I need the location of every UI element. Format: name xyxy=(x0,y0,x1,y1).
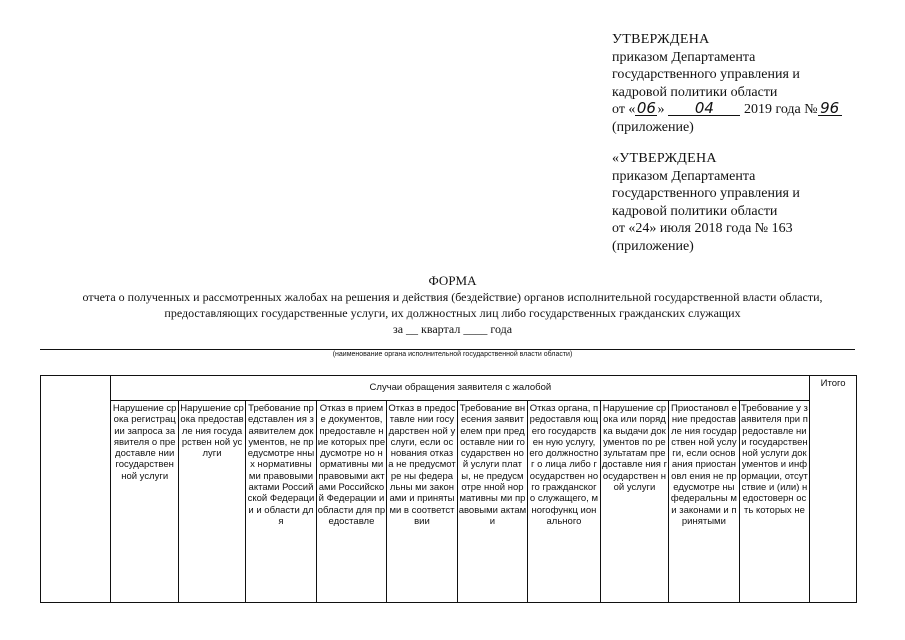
approval-line: государственного управления и xyxy=(612,186,800,201)
approval-appendix: (приложение) xyxy=(612,119,694,135)
approval-block xyxy=(612,31,842,136)
column-header: Нарушение срока предоставле ния государствен ной услуги xyxy=(178,401,245,603)
empty-corner-cell xyxy=(41,376,111,603)
approval-appendix: (приложение) xyxy=(612,238,694,254)
column-header: Отказ органа, предоставля ющего государствен ную услугу, его должностног о лица либо государствен ного гражданског о служащего, многофункц ионального xyxy=(528,401,601,603)
form-subtitle: отчета о полученных и рассмотренных жалобах на решения и действия (бездействие) органов исполнительной государственной власти области, xyxy=(82,290,823,304)
table-header-row xyxy=(41,376,857,401)
approval-line: приказом Департамента xyxy=(612,49,756,65)
total-header: Итого xyxy=(810,376,857,603)
cases-header: Случаи обращения заявителя с жалобой xyxy=(111,376,810,401)
handwritten-number: 96 xyxy=(818,101,842,116)
table-columns-row xyxy=(41,401,857,603)
form-subtitle: предоставляющих государственные услуги, их должностных лиц либо государственных гражданских служащих xyxy=(164,306,741,320)
approval-line: от «24» июля 2018 года № 163 xyxy=(612,221,793,236)
column-header: Требование внесения заявителем при предоставле нии государствен ной услуги платы, не предусмотре нной нормативны ми правовыми актами xyxy=(457,401,527,603)
approval-line: кадровой политики области xyxy=(612,84,778,100)
approval-line: государственного управления и xyxy=(612,67,800,82)
date-prefix: от « xyxy=(612,102,636,117)
column-header: Нарушение срока или порядка выдачи документов по результатам предоставле ния государствен ной услуги xyxy=(600,401,668,603)
approval-date-line xyxy=(612,101,842,119)
approval-line: приказом Департамента xyxy=(612,168,756,184)
approval-heading: «УТВЕРЖДЕНА xyxy=(612,151,717,166)
form-title: ФОРМА xyxy=(428,273,477,288)
approval-heading: УТВЕРЖДЕНА xyxy=(612,32,710,47)
previous-approval-block xyxy=(612,150,800,255)
approval-line: кадровой политики области xyxy=(612,203,778,219)
year-text: 2019 года № xyxy=(743,102,818,117)
column-header: Отказ в предоставле нии государствен ной услуги, если основания отказа не предусмотре ны федеральны ми законами и принятыми в соответствии xyxy=(387,401,457,603)
handwritten-day: 06 xyxy=(636,99,656,117)
report-table xyxy=(40,375,857,603)
handwritten-month: 04 xyxy=(668,101,740,116)
column-header: Отказ в приеме документов, предоставле ние которых предусмотре но нормативны ми правовыми актами Российской Федерации и области для предоставле xyxy=(316,401,386,603)
column-header: Требование представлен ия заявителем документов, не предусмотре нных нормативны ми правовыми актами Российской Федерации и области для xyxy=(246,401,316,603)
column-header: Приостановл ение предоставле ния государствен ной услуги, если основания приостановл ения не предусмотре ны федеральны ми законами и принятыми xyxy=(669,401,739,603)
quote-close: » xyxy=(657,102,665,117)
column-header: Требование у заявителя при предоставле нии государствен ной услуги документов и информации, отсутствие и (или) недостоверн ость которых не xyxy=(739,401,810,603)
organization-caption: (наименование органа исполнительной государственной власти области) xyxy=(332,351,573,358)
column-header: Нарушение срока регистрации запроса заявителя о предоставле нии государствен ной услуги xyxy=(111,401,178,603)
organization-name-line xyxy=(40,349,855,350)
form-period: за __ квартал ____ года xyxy=(392,322,513,336)
